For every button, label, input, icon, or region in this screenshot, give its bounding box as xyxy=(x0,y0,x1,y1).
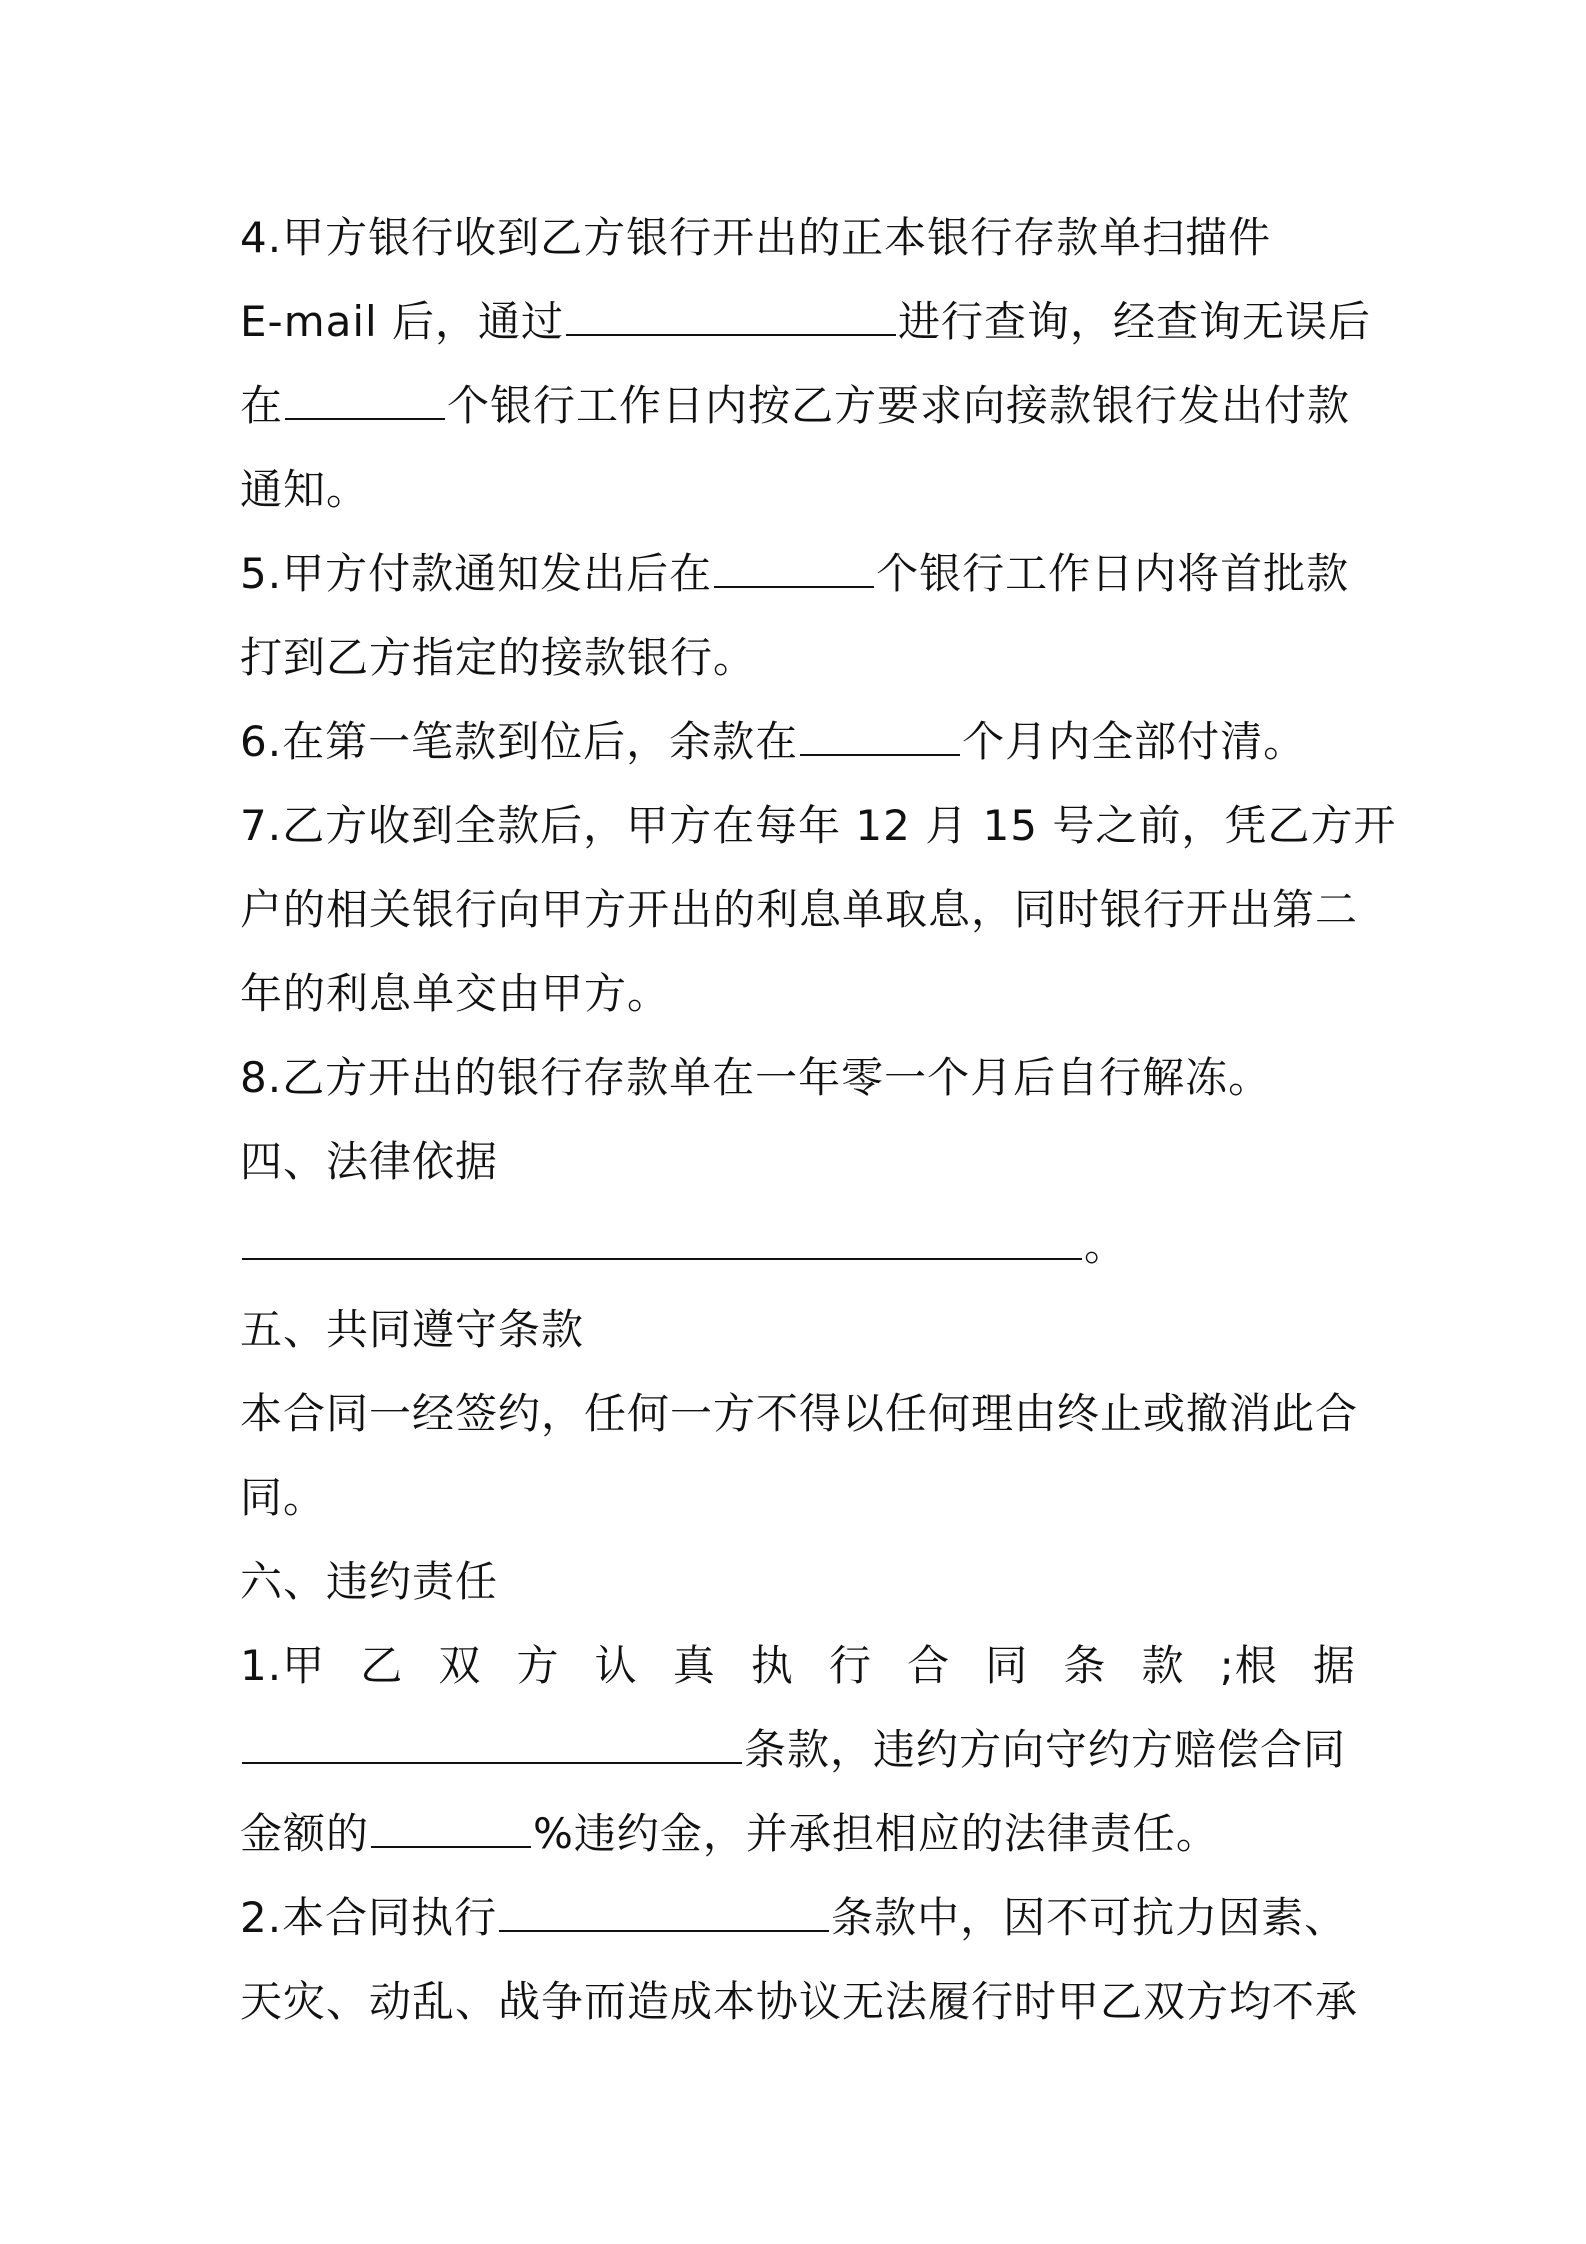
text: 个银行工作日内按乙方要求向接款银行发出付款 xyxy=(447,381,1351,430)
text: 4.甲方银行收到乙方银行开出的正本银行存款单扫描件 xyxy=(240,213,1272,262)
fill-in-blank[interactable] xyxy=(566,300,896,336)
liability-2-line-2 xyxy=(240,1960,1359,2044)
text: 条款中，因不可抗力因素、 xyxy=(831,1893,1348,1942)
text: 年的利息单交由甲方。 xyxy=(240,969,671,1018)
fill-in-blank[interactable] xyxy=(285,384,445,420)
fill-in-blank[interactable] xyxy=(714,552,874,588)
liability-1-line-2 xyxy=(240,1708,1356,1792)
char: 1.甲 xyxy=(240,1641,326,1690)
text: 通知。 xyxy=(240,465,370,514)
common-terms-line-2 xyxy=(240,1456,1356,1540)
char: 双 xyxy=(438,1641,482,1690)
text: 天灾、动乱、战争而造成本协议无法履行时甲乙双方均不承 xyxy=(240,1977,1359,2026)
text: 金额的 xyxy=(240,1809,370,1858)
text: 个银行工作日内将首批款 xyxy=(876,549,1350,598)
text: 在 xyxy=(240,381,284,430)
char: 行 xyxy=(828,1641,872,1690)
char: 执 xyxy=(750,1641,794,1690)
clause-4-line-3 xyxy=(240,364,1356,448)
clause-4-line-1 xyxy=(240,196,1356,280)
fill-in-blank[interactable] xyxy=(499,1896,829,1932)
heading-text: 六、违约责任 xyxy=(240,1557,499,1606)
text: 进行查询，经查询无误后 xyxy=(898,297,1372,346)
char: 认 xyxy=(594,1641,638,1690)
char: 合 xyxy=(907,1641,951,1690)
liability-1-line-3 xyxy=(240,1792,1356,1876)
char: 同 xyxy=(985,1641,1029,1690)
text: 户的相关银行向甲方开出的利息单取息，同时银行开出第二 xyxy=(240,885,1359,934)
clause-5-line-1 xyxy=(240,532,1356,616)
char: 乙 xyxy=(360,1641,404,1690)
fill-in-blank[interactable] xyxy=(242,1728,742,1764)
fill-in-blank[interactable] xyxy=(371,1812,531,1848)
char: ;根 xyxy=(1219,1641,1278,1690)
clause-7-line-2 xyxy=(240,868,1359,952)
text: 本合同一经签约，任何一方不得以任何理由终止或撤消此合 xyxy=(240,1389,1359,1438)
char: 真 xyxy=(672,1641,716,1690)
text: 。 xyxy=(1084,1221,1128,1270)
clause-7-line-3 xyxy=(240,952,1356,1036)
section-heading-common-terms xyxy=(240,1288,1356,1372)
text: E-mail 后，通过 xyxy=(240,297,565,346)
text: 8.乙方开出的银行存款单在一年零一个月后自行解冻。 xyxy=(240,1053,1272,1102)
heading-text: 五、共同遵守条款 xyxy=(240,1305,585,1354)
text: %违约金，并承担相应的法律责任。 xyxy=(533,1809,1219,1858)
char: 条 xyxy=(1063,1641,1107,1690)
clause-4-line-4 xyxy=(240,448,1356,532)
char: 方 xyxy=(516,1641,560,1690)
text: 5.甲方付款通知发出后在 xyxy=(240,549,713,598)
liability-1-line-1 xyxy=(240,1624,1356,1708)
common-terms-line-1 xyxy=(240,1372,1359,1456)
liability-2-line-1 xyxy=(240,1876,1356,1960)
clause-5-line-2 xyxy=(240,616,1356,700)
text: 条款，违约方向守约方赔偿合同 xyxy=(744,1725,1347,1774)
text: 同。 xyxy=(240,1473,327,1522)
legal-basis-blank-line xyxy=(240,1204,1356,1288)
section-heading-liability xyxy=(240,1540,1356,1624)
text: 2.本合同执行 xyxy=(240,1893,498,1942)
text: 打到乙方指定的接款银行。 xyxy=(240,633,757,682)
clause-7-line-1 xyxy=(240,784,1397,868)
clause-8-line-1 xyxy=(240,1036,1356,1120)
fill-in-blank[interactable] xyxy=(800,720,960,756)
clause-6-line-1 xyxy=(240,700,1356,784)
fill-in-blank[interactable] xyxy=(242,1224,1082,1260)
document-page xyxy=(240,196,1397,2044)
heading-text: 四、法律依据 xyxy=(240,1137,499,1186)
char: 据 xyxy=(1312,1641,1356,1690)
text: 6.在第一笔款到位后，余款在 xyxy=(240,717,799,766)
text: 个月内全部付清。 xyxy=(962,717,1307,766)
section-heading-legal-basis xyxy=(240,1120,1356,1204)
text: 7.乙方收到全款后，甲方在每年 12 月 15 号之前，凭乙方开 xyxy=(240,801,1397,850)
clause-4-line-2 xyxy=(240,280,1372,364)
char: 款 xyxy=(1141,1641,1185,1690)
